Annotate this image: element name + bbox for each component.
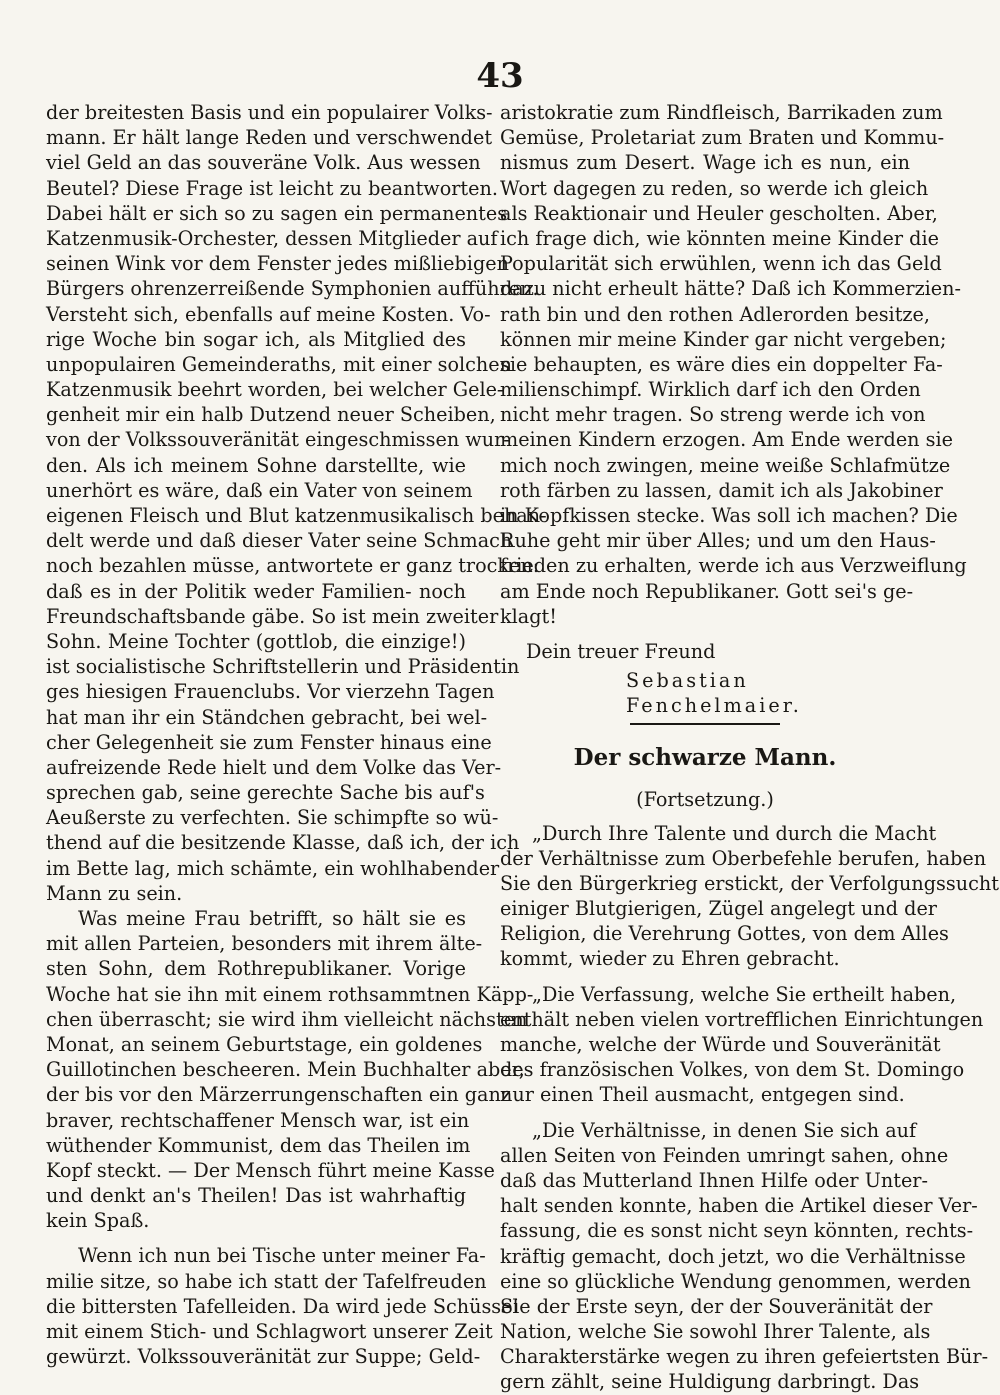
text-line: Dabei hält er sich so zu sagen ein permanentes xyxy=(46,201,508,225)
text-line: Katzenmusik-Orchester, dessen Mitglieder auf xyxy=(46,226,498,250)
text-line: Charakterstärke wegen zu ihren gefeiertsten Bür- xyxy=(500,1345,989,1369)
text-line: Monat, an seinem Geburtstage, ein goldenes xyxy=(46,1032,483,1056)
text-line: Woche hat sie ihn mit einem rothsammtnen Käpp- xyxy=(46,982,534,1006)
text-line: Wort dagegen zu reden, so werde ich gleich xyxy=(500,176,929,200)
text-line: noch bezahlen müsse, antwortete er ganz trocken: xyxy=(46,554,540,578)
text-line: Beutel? Diese Frage ist leicht zu beantworten. xyxy=(46,176,498,200)
text-line: chen überrascht; sie wird ihm vielleicht nächsten xyxy=(46,1007,528,1031)
text-line: als Reaktionair und Heuler gescholten. Aber, xyxy=(500,201,938,225)
right-column xyxy=(500,100,999,1395)
text-line: roth färben zu lassen, damit ich als Jakobiner xyxy=(500,478,943,502)
text-line: cher Gelegenheit sie zum Fenster hinaus eine xyxy=(46,730,492,754)
text-line: in Kopfkissen stecke. Was soll ich machen? Die xyxy=(500,504,958,527)
text-line: rath bin und den rothen Adlerorden besitze, xyxy=(500,302,930,326)
text-line: Was meine Frau betrifft, so hält sie es xyxy=(78,907,466,930)
text-line: der bis vor den Märzerrungenschaften ein ganz xyxy=(46,1083,511,1107)
text-line: kommt, wieder zu Ehren gebracht. xyxy=(500,947,840,971)
text-line: ich frage dich, wie könnten meine Kinder die xyxy=(500,226,939,250)
text-line: Sie der Erste seyn, der der Souveränität der xyxy=(500,1294,933,1318)
text-line: Nation, welche Sie sowohl Ihrer Talente, als xyxy=(500,1320,931,1344)
text-line: Bürgers ohrenzerreißende Symphonien aufführen. xyxy=(46,277,539,301)
text-line: hat man ihr ein Ständchen gebracht, bei wel- xyxy=(46,705,488,729)
text-line: der breitesten Basis und ein populairer Volks- xyxy=(46,101,493,124)
text-line: kräftig gemacht, doch jetzt, wo die Verhältnisse xyxy=(500,1244,966,1268)
paragraph xyxy=(500,821,999,972)
text-line: aristokratie zum Rindfleisch, Barrikaden zum xyxy=(500,101,943,124)
text-line: viel Geld an das souveräne Volk. Aus wessen xyxy=(46,151,481,175)
text-line: sie behaupten, es wäre dies ein doppelter Fa- xyxy=(500,352,943,376)
text-line: nismus zum Desert. Wage ich es nun, ein xyxy=(500,151,910,175)
text-line: meinen Kindern erzogen. Am Ende werden sie xyxy=(500,428,953,452)
paragraph xyxy=(46,906,534,1233)
text-line: die bittersten Tafelleiden. Da wird jede Schüssel xyxy=(46,1294,519,1318)
text-line: unpopulairen Gemeinderaths, mit einer solchen xyxy=(46,352,512,376)
text-line: gern zählt, seine Huldigung darbringt. Das xyxy=(500,1370,920,1394)
text-line: des französischen Volkes, von dem St. Domingo xyxy=(500,1058,965,1082)
text-line: sten Sohn, dem Rothrepublikaner. Vorige xyxy=(46,957,466,981)
text-line: nur einen Theil ausmacht, entgegen sind. xyxy=(500,1083,905,1107)
text-line: ges hiesigen Frauenclubs. Vor vierzehn Tagen xyxy=(46,680,495,704)
text-line: Kopf steckt. — Der Mensch führt meine Kasse xyxy=(46,1158,495,1182)
text-line: genheit mir ein halb Dutzend neuer Scheiben, xyxy=(46,403,496,427)
paragraph xyxy=(46,1243,519,1369)
letter-signature: Sebastian Fenchelmaier. xyxy=(626,669,802,718)
text-line: Wenn ich nun bei Tische unter meiner Fa- xyxy=(78,1244,486,1268)
text-line: mich noch zwingen, meine weiße Schlafmütze xyxy=(500,453,951,477)
text-line: Religion, die Verehrung Gottes, von dem Alles xyxy=(500,922,949,946)
section-divider xyxy=(630,723,780,725)
text-line: enthält neben vielen vortrefflichen Einrichtungen xyxy=(500,1007,984,1031)
text-line: Sie den Bürgerkrieg erstickt, der Verfolgungssucht xyxy=(500,871,999,895)
text-line: dazu nicht erheult hätte? Daß ich Kommerzien- xyxy=(500,277,962,301)
text-line: Popularität sich erwühlen, wenn ich das Geld xyxy=(500,252,942,276)
text-line: manche, welche der Würde und Souveränität xyxy=(500,1033,941,1056)
text-line: Aeußerste zu verfechten. Sie schimpfte so wü- xyxy=(46,806,499,830)
text-line: milienschimpf. Wirklich darf ich den Orden xyxy=(500,378,921,402)
text-line: mit allen Parteien, besonders mit ihrem älte- xyxy=(46,932,483,956)
letter-closing: Dein treuer Freund xyxy=(526,639,716,663)
text-line: der Verhältnisse zum Oberbefehle berufen, haben xyxy=(500,846,987,870)
text-line: delt werde und daß dieser Vater seine Schmach xyxy=(46,529,513,553)
text-line: Freundschaftsbande gäbe. So ist mein zweiter xyxy=(46,604,499,628)
text-line: Versteht sich, ebenfalls auf meine Kosten. Vo- xyxy=(46,302,491,326)
text-line: einiger Blutgierigen, Zügel angelegt und der xyxy=(500,897,937,921)
text-line: unerhört es wäre, daß ein Vater von seinem xyxy=(46,478,473,502)
text-line: gewürzt. Volkssouveränität zur Suppe; Geld- xyxy=(46,1345,481,1369)
text-line: eigenen Fleisch und Blut katzenmusikalisch behan- xyxy=(46,504,547,527)
text-line: aufreizende Rede hielt und dem Volke das Ver- xyxy=(46,755,502,779)
text-line: „Die Verhältnisse, in denen Sie sich auf xyxy=(532,1118,917,1142)
page-number: 43 xyxy=(476,56,524,96)
text-line: Ruhe geht mir über Alles; und um den Haus- xyxy=(500,529,936,553)
text-line: nicht mehr tragen. So streng werde ich von xyxy=(500,403,926,427)
text-line: im Bette lag, mich schämte, ein wohlhabender xyxy=(46,856,500,880)
text-line: Mann zu sein. xyxy=(46,881,183,905)
text-line: kein Spaß. xyxy=(46,1209,150,1233)
paragraph xyxy=(500,982,984,1108)
text-line: milie sitze, so habe ich statt der Tafelfreuden xyxy=(46,1269,487,1293)
text-line: Gemüse, Proletariat zum Braten und Kommu- xyxy=(500,126,945,150)
text-line: allen Seiten von Feinden umringt sahen, ohne xyxy=(500,1143,949,1167)
text-line: „Durch Ihre Talente und durch die Macht xyxy=(532,821,937,845)
text-line: am Ende noch Republikaner. Gott sei's ge- xyxy=(500,579,914,603)
text-line: den. Als ich meinem Sohne darstellte, wie xyxy=(46,453,466,477)
text-line: braver, rechtschaffener Mensch war, ist ein xyxy=(46,1108,470,1132)
text-line: Katzenmusik beehrt worden, bei welcher Gele- xyxy=(46,378,504,402)
paragraph xyxy=(500,100,967,629)
section-title: Der schwarze Mann. xyxy=(573,744,837,772)
text-line: klagt! xyxy=(500,604,557,628)
text-line: rige Woche bin sogar ich, als Mitglied des xyxy=(46,327,466,351)
section-subtitle: (Fortsetzung.) xyxy=(636,788,774,812)
text-line: und denkt an's Theilen! Das ist wahrhaftig xyxy=(46,1184,466,1208)
text-line: von der Volkssouveränität eingeschmissen wur- xyxy=(46,428,510,452)
text-line: wüthender Kommunist, dem das Theilen im xyxy=(46,1133,471,1157)
text-line: frieden zu erhalten, werde ich aus Verzweiflung xyxy=(500,554,967,578)
text-line: halt senden konnte, haben die Artikel dieser Ver- xyxy=(500,1194,978,1218)
text-line: mit einem Stich- und Schlagwort unserer Zeit xyxy=(46,1320,493,1343)
text-line: Sohn. Meine Tochter (gottlob, die einzige!) xyxy=(46,629,466,653)
text-line: seinen Wink vor dem Fenster jedes mißliebigen xyxy=(46,252,509,276)
text-line: ist socialistische Schriftstellerin und Präsidentin xyxy=(46,655,520,679)
text-line: sprechen gab, seine gerechte Sache bis auf's xyxy=(46,781,485,805)
text-line: daß es in der Politik weder Familien- noch xyxy=(46,579,466,603)
text-line: Guillotinchen bescheeren. Mein Buchhalter aber, xyxy=(46,1058,525,1082)
paragraph xyxy=(500,1118,989,1395)
text-line: thend auf die besitzende Klasse, daß ich, der ich xyxy=(46,831,520,855)
text-line: mann. Er hält lange Reden und verschwendet xyxy=(46,126,493,150)
text-line: können mir meine Kinder gar nicht vergeben; xyxy=(500,327,947,351)
text-line: daß das Mutterland Ihnen Hilfe oder Unter- xyxy=(500,1168,928,1192)
text-line: eine so glückliche Wendung genommen, werden xyxy=(500,1269,971,1293)
text-line: „Die Verfassung, welche Sie ertheilt haben, xyxy=(532,982,957,1006)
text-line: fassung, die es sonst nicht seyn könnten, rechts- xyxy=(500,1219,974,1243)
